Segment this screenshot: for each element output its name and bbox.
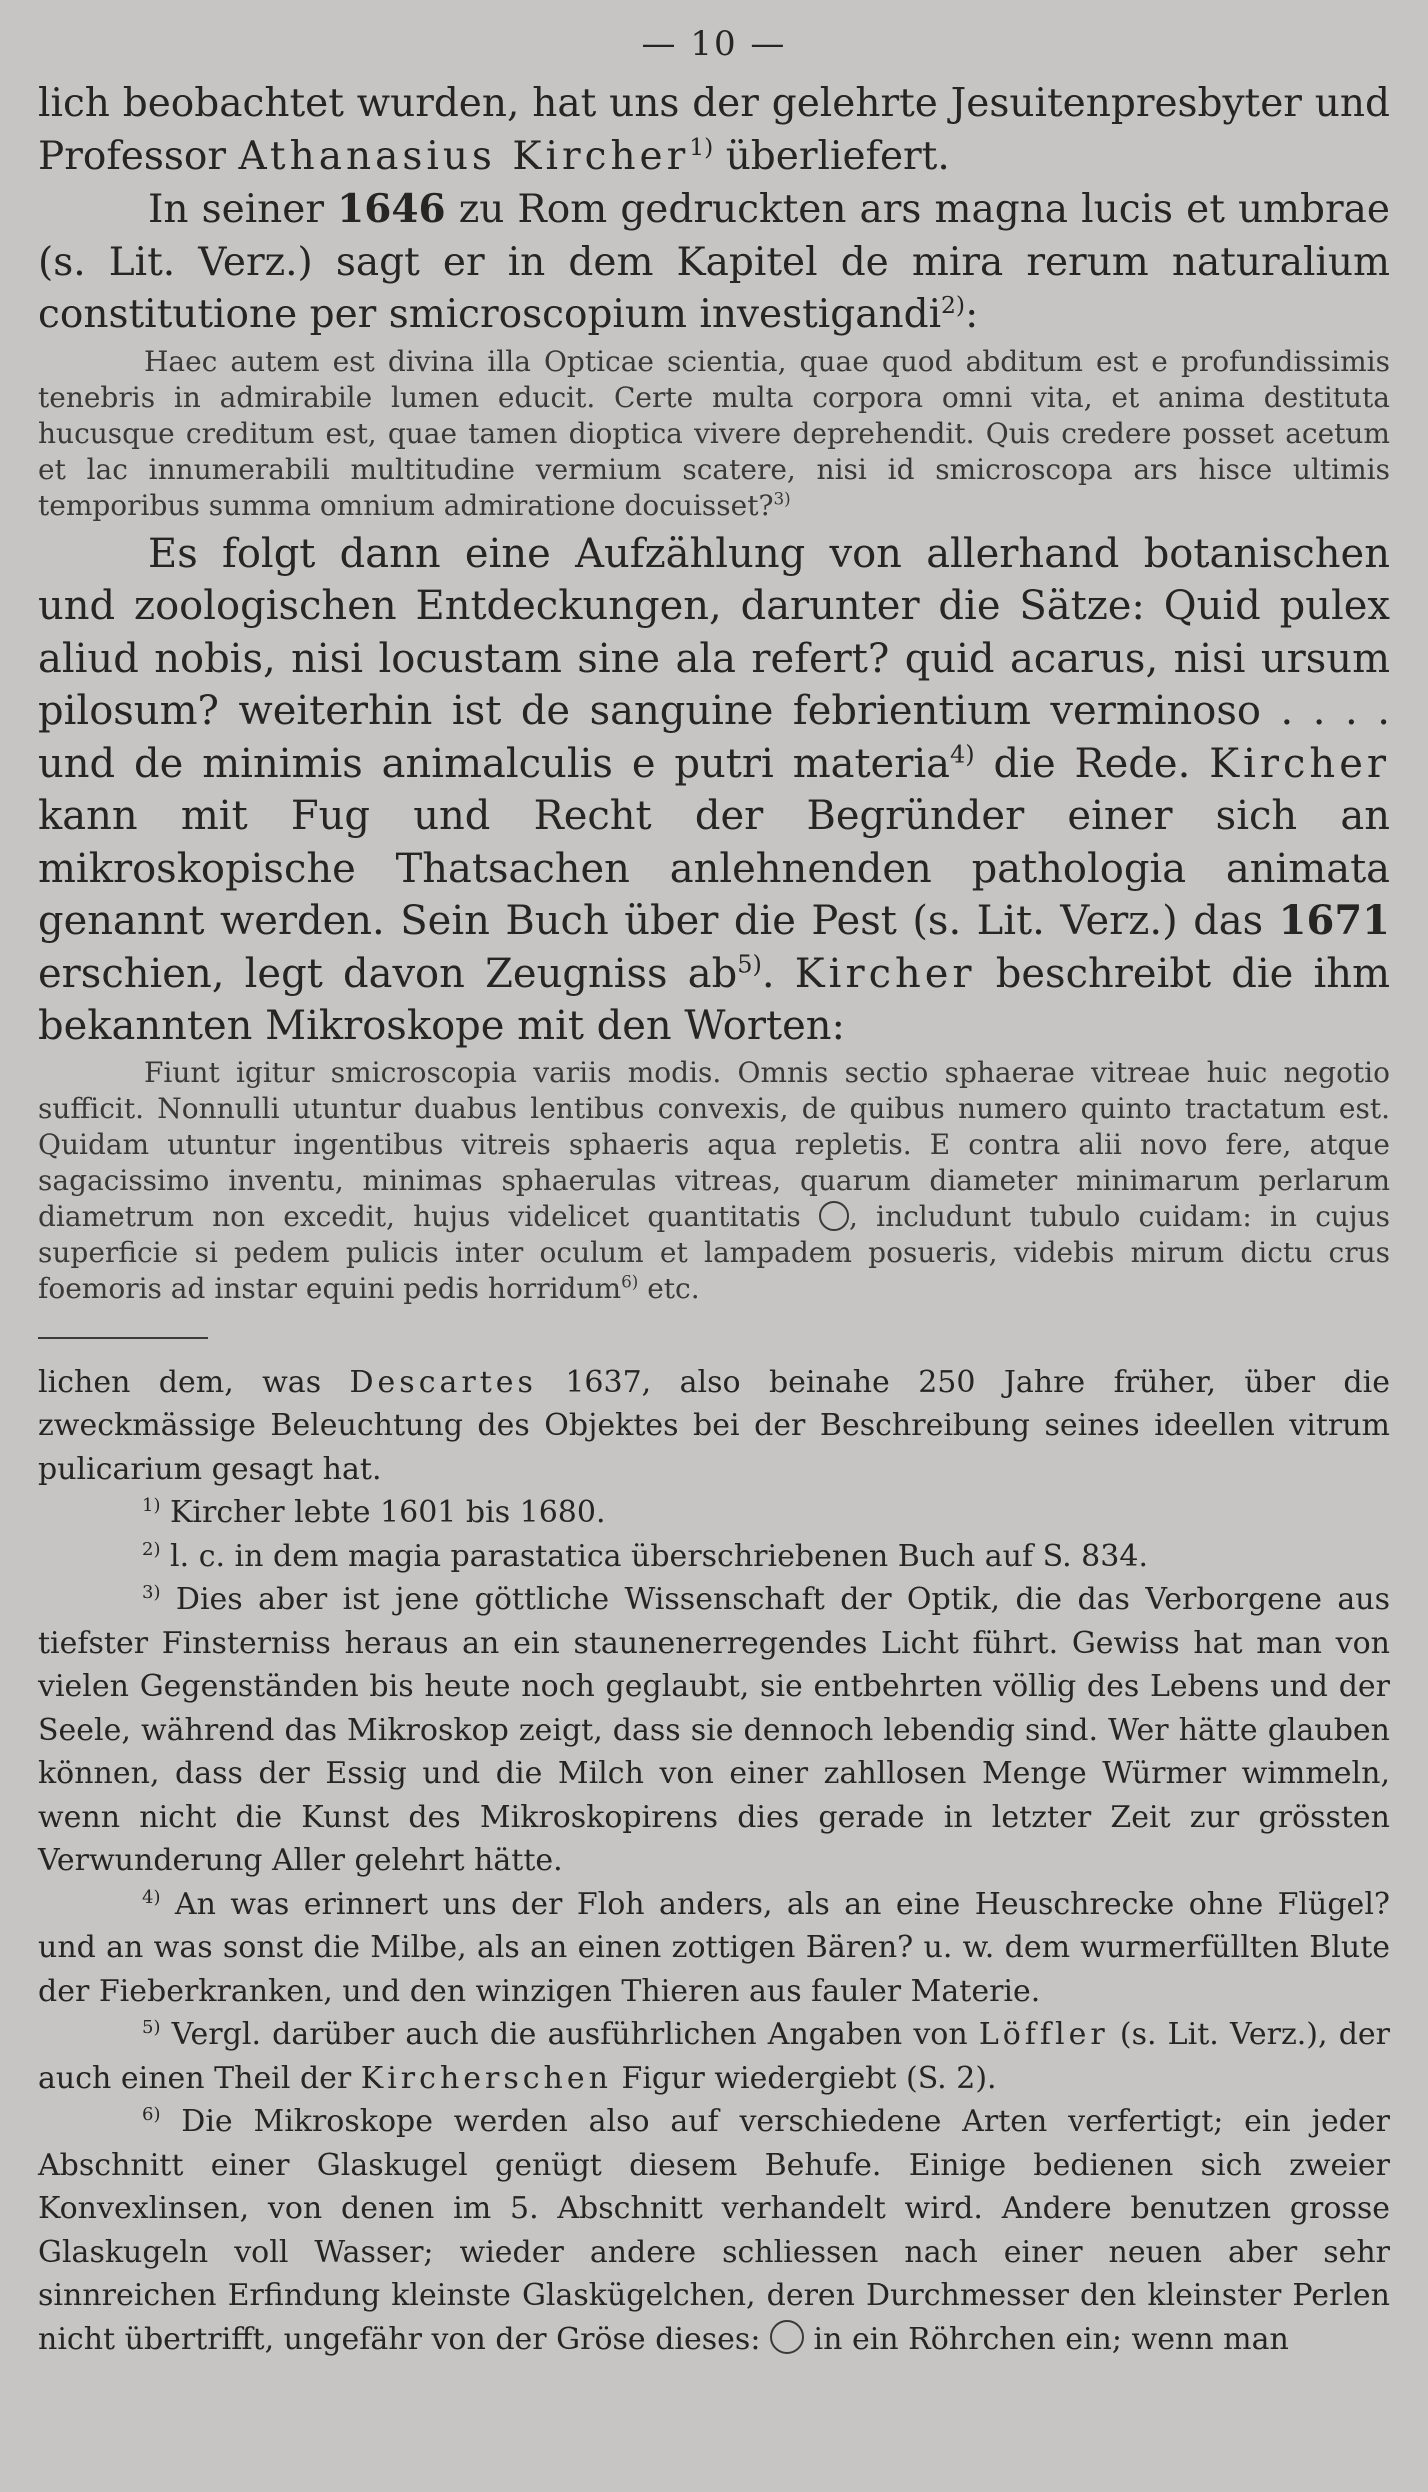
footnote-1: $^{1)}$ Kircher lebte 1601 bis 1680.	[142, 1495, 606, 1530]
footnote-continuation: lichen dem, was Descartes 1637, also beinahe 250 Jahre früher, über die zweckmässige Beleuchtung des Objektes bei der Beschreibung seines ideellen vitrum pulicarium gesagt hat.	[38, 1364, 1390, 1487]
footnote-4: $^{4)}$ An was erinnert uns der Floh anders, als an eine Heuschrecke ohne Flügel? und an was sonst die Milbe, als an einen zottigen Bären? u. w. dem wurmerfüllten Blute der Fieberkranken, und den winzigen Thieren aus fauler Materie.	[38, 1886, 1390, 2009]
circle-icon	[819, 1201, 849, 1231]
footnote-ref: 3)	[773, 488, 791, 509]
footnote-ref: 1)	[689, 132, 714, 161]
footnote-ref: 4)	[949, 740, 975, 769]
latin-quote-1: Haec autem est divina illa Opticae scientia, quae quod abditum est e profundissimis tenebris in admirabile lumen educit. Certe multa corpora omni vita, et anima destituta hucusque creditum est, quae tamen dioptica vivere deprehendit. Quis credere posset acetum et lac innumerabili multitudine vermium scatere, nisi id smicroscopa ars hisce ultimis temporibus summa omnium admiratione docuisset?$^{3)}$	[38, 344, 1390, 522]
footnote-3: $^{3)}$ Dies aber ist jene göttliche Wissenschaft der Optik, die das Verborgene aus tiefster Finsterniss heraus an ein staunenerregendes Licht führt. Gewiss hat man von vielen Gegenständen bis heute noch geglaubt, sie entbehrten völlig des Lebens und der Seele, während das Mikroskop zeigt, dass sie dennoch lebendig sind. Wer hätte glauben können, dass der Essig und die Milch von einer zahllosen Menge Würmer wimmeln, wenn nicht die Kunst des Mikroskopirens dies gerade in letzter Zeit zur grössten Verwunderung Aller gelehrt hätte.	[38, 1582, 1390, 1878]
footnote-5: $^{5)}$ Vergl. darüber auch die ausführlichen Angaben von Löffler (s. Lit. Verz.), der auch einen Theil der Kircherschen Figur wiedergiebt (S. 2).	[38, 2017, 1390, 2096]
author-name: Descartes	[349, 1364, 537, 1400]
paragraph-2: In seiner 1646 zu Rom gedruckten ars magna lucis et umbrae (s. Lit. Verz.) sagt er in dem Kapitel de mira rerum naturalium constitutione per smicroscopium investigandi$^{2)}$:	[38, 186, 1390, 337]
author-name: Kircherschen	[360, 2060, 612, 2096]
latin-quote-2: Fiunt igitur smicroscopia variis modis. Omnis sectio sphaerae vitreae huic negotio sufficit. Nonnulli utuntur duabus lentibus convexis, de quibus numero quinto tractatum est. Quidam utuntur ingentibus vitreis sphaeris aqua repletis. E contra alii novo fere, atque sagacissimo inventu, minimas sphaerulas vitreas, quarum diameter minimarum perlarum diametrum non excedit, hujus videlicet quantitatis , includunt tubulo cuidam: in cujus superficie si pedem pulicis inter oculum et lampadem posueris, videbis mirum dictu crus foemoris ad instar equini pedis horridum$^{6)}$ etc.	[38, 1055, 1390, 1305]
circle-icon	[770, 2320, 804, 2354]
footnotes	[38, 1361, 1390, 2362]
document-page	[38, 18, 1390, 2361]
main-text	[38, 78, 1390, 1307]
author-name: Kircher	[1209, 740, 1390, 787]
year-bold: 1646	[337, 186, 446, 232]
year-bold: 1671	[1278, 897, 1390, 944]
paragraph-3: Es folgt dann eine Aufzählung von allerhand botanischen und zoologischen Entdeckungen, darunter die Sätze: Quid pulex aliud nobis, nisi locustam sine ala refert? quid acarus, nisi ursum pilosum? weiterhin ist de sanguine febrientium verminoso . . . . und de minimis animalculis e putri materia$^{4)}$ die Rede. Kircher kann mit Fug und Recht der Begründer einer sich an mikroskopische Thatsachen anlehnenden pathologia animata genannt werden. Sein Buch über die Pest (s. Lit. Verz.) das 1671 erschien, legt davon Zeugniss $ab^{5)}$. Kircher beschreibt die ihm bekannten Mikroskope mit den Worten:	[38, 530, 1390, 1049]
author-name: Athanasius Kircher	[238, 133, 690, 179]
footnote-2: $^{2)}$ l. c. in dem magia parastatica überschriebenen Buch auf S. 834.	[142, 1538, 1148, 1574]
footnote-ref: 5)	[737, 950, 762, 979]
paragraph-1: lich beobachtet wurden, hat uns der gelehrte Jesuitenpresbyter und Professor Athanasius Kircher$^{1)}$ überliefert.	[38, 81, 1390, 179]
footnote-divider	[38, 1337, 208, 1339]
footnote-6: $^{6)}$ Die Mikroskope werden also auf verschiedene Arten verfertigt; ein jeder Abschnitt einer Glaskugel genügt diesem Behufe. Einige bedienen sich zweier Konvexlinsen, von denen im 5. Abschnitt verhandelt wird. Andere benutzen grosse Glaskugeln voll Wasser; wieder andere schliessen nach einer neuen aber sehr sinnreichen Erfindung kleinste Glaskügelchen, deren Durchmesser den kleinster Perlen nicht übertrifft, ungefähr von der Gröse dieses: in ein Röhrchen ein; wenn man	[38, 2104, 1390, 2357]
page-number: — 10 —	[641, 24, 787, 64]
author-name: Löffler	[978, 2017, 1109, 2052]
author-name: Kircher	[794, 950, 976, 997]
footnote-ref: 2)	[941, 291, 966, 319]
footnote-ref: 6)	[621, 1271, 639, 1292]
